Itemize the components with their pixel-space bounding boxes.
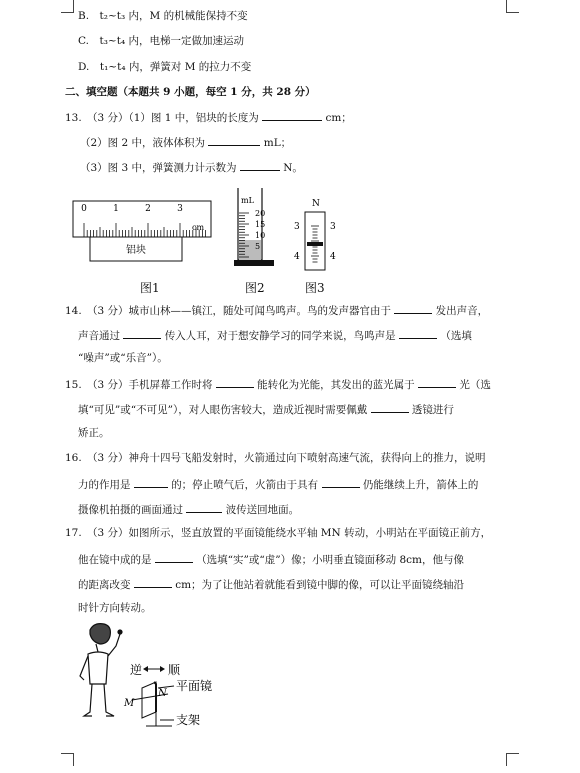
q15-line3: 矫正。	[78, 427, 110, 439]
boy-figure	[80, 624, 122, 716]
q13-unit-1: cm；	[325, 112, 352, 124]
plane-mirror	[142, 682, 156, 718]
q13-blank-1[interactable]	[262, 109, 322, 121]
scale-pointer	[307, 242, 323, 246]
q16-text-2c: 仍能继续上升，箭体上的	[362, 479, 479, 491]
option-b: B. t₂~t₃ 内，M 的机械能保持不变	[78, 10, 248, 22]
q15-text-1c: 光（选	[459, 379, 491, 391]
q13-text-3: （3）图 3 中，弹簧测力计示数为	[80, 162, 237, 174]
q15-text-1b: 能转化为光能，其发出的蓝光属于	[257, 379, 415, 391]
q17-line2	[78, 551, 464, 567]
q16-text-2a: 力的作用是	[78, 479, 131, 491]
cylinder-tick-label-15: 15	[255, 220, 266, 229]
q16-line1: 16. （3 分）神舟十四号飞船发射时，火箭通过向下喷射高速气流，获得向上的推力，说明	[65, 452, 486, 464]
q14-text-2b: 传入人耳，对于想安静学习的同学来说，鸟鸣声是	[164, 330, 396, 342]
q13-text-2: （2）图 2 中，液体体积为	[80, 137, 206, 149]
arrow-label-clockwise: 顺	[168, 663, 181, 677]
figure-1-ruler	[72, 195, 212, 265]
figure-4-mirror-diagram	[76, 620, 236, 738]
label-mirror: 平面镜	[176, 679, 213, 693]
q14-line2	[78, 327, 472, 343]
q17-line3	[78, 576, 464, 592]
q15-text-1a: 15. （3 分）手机屏幕工作时将	[65, 379, 213, 391]
arrow-label-counterclockwise: 逆	[130, 663, 143, 677]
q13-blank-2[interactable]	[208, 134, 260, 146]
cylinder-base	[234, 260, 274, 266]
q17-line1: 17. （3 分）如图所示，竖直放置的平面镜能绕水平轴 MN 转动，小明站在平面镜正前方，	[65, 527, 492, 539]
q14-line1	[65, 302, 488, 318]
q17-text-2a: 他在镜中成的是	[78, 554, 152, 566]
scale-right-3: 3	[330, 222, 336, 232]
figure-1-caption: 图1	[140, 281, 160, 295]
section-title: 二、填空题（本题共 9 小题，每空 1 分，共 28 分）	[65, 86, 316, 98]
q16-text-3b: 波传送回地面。	[225, 504, 300, 516]
q15-line2	[78, 401, 454, 417]
ruler-tick-label-3: 3	[177, 204, 183, 214]
q13-blank-3[interactable]	[240, 159, 280, 171]
label-n: N	[158, 688, 167, 699]
rotate-arrow-right-head	[160, 666, 165, 672]
q17-text-3b: cm；为了让他站着就能看到镜中脚的像，可以让平面镜绕轴沿	[175, 579, 465, 591]
q13-line2	[80, 134, 291, 150]
q14-line3: “噪声”或“乐音”）。	[78, 352, 168, 364]
label-m: M	[124, 698, 135, 709]
q14-text-2a: 声音通过	[78, 330, 120, 342]
q14-blank-1[interactable]	[394, 302, 432, 314]
scale-left-4: 4	[294, 252, 300, 262]
q14-text-1: 14. （3 分）城市山林——镇江，随处可闻鸟鸣声。鸟的发声器官由于	[65, 305, 391, 317]
q17-text-3a: 的距离改变	[78, 579, 131, 591]
ruler-tick-label-1: 1	[113, 204, 119, 214]
q16-text-2b: 的；停止喷气后，火箭由于具有	[171, 479, 319, 491]
q13-line1	[65, 109, 352, 125]
cylinder-tick-label-5: 5	[255, 242, 261, 251]
cylinder-tick-label-10: 10	[255, 231, 266, 240]
crop-mark-top-right	[506, 0, 519, 13]
cylinder-tick-label-20: 20	[255, 209, 266, 218]
q16-blank-3[interactable]	[186, 501, 222, 513]
q16-blank-2[interactable]	[322, 476, 360, 488]
q14-blank-3[interactable]	[399, 327, 437, 339]
q17-blank-1[interactable]	[155, 551, 193, 563]
q15-blank-2[interactable]	[418, 376, 456, 388]
scale-right-4: 4	[330, 252, 336, 262]
q15-blank-3[interactable]	[371, 401, 409, 413]
q15-text-2a: 填“可见”或“不可见”），对人眼伤害较大，造成近视时需要佩戴	[78, 404, 368, 416]
q16-text-3a: 摄像机拍摄的画面通过	[78, 504, 183, 516]
q15-text-2b: 透镜进行	[411, 404, 454, 416]
q16-blank-1[interactable]	[134, 476, 168, 488]
figure-2-cylinder	[232, 186, 278, 270]
ruler-tick-label-0: 0	[81, 204, 87, 214]
aluminum-block-label: 铝块	[126, 245, 146, 256]
ruler-ticks	[84, 223, 206, 237]
scale-left-3: 3	[294, 222, 300, 232]
crop-mark-bottom-left	[61, 753, 74, 766]
q13-line3	[80, 159, 303, 175]
option-d: D. t₁~t₄ 内，弹簧对 M 的拉力不变	[78, 61, 252, 73]
q17-blank-2[interactable]	[134, 576, 172, 588]
q13-text: 13. （3 分）（1）图 1 中，铝块的长度为	[65, 112, 259, 124]
ruler-tick-label-2: 2	[145, 204, 151, 214]
scale-unit: N	[312, 199, 320, 209]
q13-unit-2: mL；	[263, 137, 292, 149]
option-c: C. t₃~t₄ 内，电梯一定做加速运动	[78, 35, 244, 47]
q14-text-2c: （选填	[440, 330, 472, 342]
label-stand: 支架	[176, 713, 201, 727]
q13-unit-3: N。	[283, 162, 303, 174]
q17-text-2b: （选填“实”或“虚”）像；小明垂直镜面移动 8cm，他与像	[196, 554, 465, 566]
cylinder-unit: mL	[241, 196, 254, 205]
crop-mark-bottom-right	[506, 753, 519, 766]
q16-line3	[78, 501, 299, 517]
figure-3-spring-scale	[290, 196, 340, 272]
figure-3-caption: 图3	[305, 281, 325, 295]
q17-line4: 时针方向转动。	[78, 602, 152, 614]
q16-line2	[78, 476, 478, 492]
q14-text-1b: 发出声音，	[435, 305, 489, 317]
q14-blank-2[interactable]	[123, 327, 161, 339]
figure-2-caption: 图2	[245, 281, 265, 295]
rotate-arrow-left-head	[143, 666, 148, 672]
ruler-unit: cm	[192, 223, 205, 232]
q15-blank-1[interactable]	[216, 376, 254, 388]
crop-mark-top-left	[61, 0, 74, 13]
q15-line1	[65, 376, 491, 392]
